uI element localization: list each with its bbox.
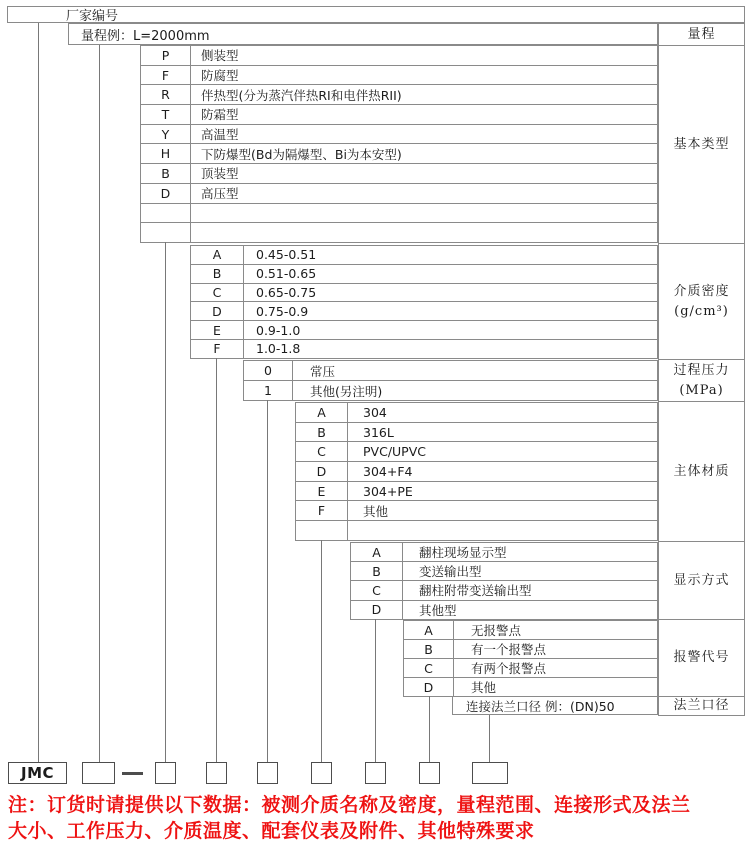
desc-cell: 其他型 — [419, 602, 457, 618]
table-row — [404, 640, 657, 659]
desc-cell: 防霜型 — [201, 107, 239, 123]
desc-cell: 高温型 — [201, 127, 239, 143]
desc-cell: 316L — [363, 424, 394, 440]
desc-cell: 侧装型 — [201, 48, 239, 64]
connector-line — [375, 619, 376, 762]
code-cell: 1 — [244, 381, 293, 400]
code-cell: C — [296, 442, 348, 461]
range-example-label: 量程例：L=2000mm — [81, 28, 210, 44]
code-cell: B — [351, 562, 403, 580]
code-cell: F — [141, 66, 191, 85]
desc-cell: 有两个报警点 — [471, 661, 547, 676]
code-cell: C — [191, 284, 244, 302]
desc-cell — [191, 223, 657, 242]
connector-line — [99, 45, 100, 762]
model-prefix-box: JMC — [8, 762, 67, 784]
table-row — [141, 144, 657, 164]
desc-cell: 下防爆型(Bd为隔爆型、Bi为本安型) — [201, 146, 402, 162]
section-density — [190, 245, 658, 359]
section-alarm — [403, 620, 658, 697]
code-cell: D — [296, 462, 348, 481]
table-row — [404, 678, 657, 697]
table-row — [141, 105, 657, 125]
table-row — [191, 340, 657, 359]
side-label-display: 显示方式 — [659, 542, 744, 620]
code-cell: B — [296, 423, 348, 442]
side-label-density: 介质密度 (g/cm³) — [659, 244, 744, 360]
table-row — [141, 164, 657, 184]
desc-cell: 常压 — [310, 363, 336, 379]
table-row — [141, 204, 657, 224]
code-cell: E — [191, 321, 244, 339]
table-row — [141, 66, 657, 86]
code-cell: 0 — [244, 361, 293, 380]
code-cell: R — [141, 85, 191, 104]
desc-cell: 翻柱现场显示型 — [419, 545, 507, 561]
table-row — [191, 284, 657, 303]
side-label-column — [658, 23, 745, 716]
code-cell: Y — [141, 125, 191, 144]
code-cell — [141, 204, 191, 223]
table-row — [244, 361, 657, 381]
side-label-material: 主体材质 — [659, 402, 744, 542]
code-box-material — [311, 762, 332, 784]
desc-cell: 0.45-0.51 — [256, 247, 317, 263]
side-label-range: 量程 — [659, 24, 744, 46]
code-box-display — [365, 762, 386, 784]
code-cell: D — [404, 678, 454, 696]
table-row — [296, 482, 657, 502]
code-box-pressure — [257, 762, 278, 784]
table-row — [141, 184, 657, 204]
code-cell: A — [351, 543, 403, 561]
desc-cell: 304 — [363, 404, 387, 420]
code-cell: T — [141, 105, 191, 124]
desc-cell: 有一个报警点 — [471, 642, 547, 657]
connector-line — [429, 696, 430, 762]
separator-dash — [122, 772, 143, 775]
code-cell: B — [404, 640, 454, 658]
desc-cell: 0.65-0.75 — [256, 284, 317, 300]
range-example-row — [68, 23, 658, 45]
code-cell: C — [404, 659, 454, 677]
table-row — [191, 265, 657, 284]
table-row — [141, 125, 657, 145]
side-label-flange: 法兰口径 — [659, 697, 744, 716]
section-basic-type — [140, 45, 658, 243]
code-cell: A — [296, 403, 348, 422]
desc-cell: 其他 — [471, 680, 497, 695]
code-cell: D — [351, 601, 403, 619]
table-row — [351, 562, 657, 581]
code-cell: E — [296, 482, 348, 501]
desc-cell: 其他(另注明) — [310, 383, 383, 399]
desc-cell — [191, 204, 657, 223]
table-row — [141, 223, 657, 243]
desc-cell: 无报警点 — [471, 623, 522, 638]
desc-cell: 高压型 — [201, 186, 239, 202]
table-row — [296, 462, 657, 482]
connector-line — [165, 242, 166, 762]
desc-cell: 304+F4 — [363, 463, 413, 479]
table-row — [296, 403, 657, 423]
code-box-flange — [472, 762, 508, 784]
code-cell: A — [404, 621, 454, 639]
code-cell: F — [296, 501, 348, 520]
connector-line — [267, 400, 268, 762]
side-label-pressure: 过程压力 (MPa) — [659, 360, 744, 402]
ordering-note-line2: 大小、工作压力、介质温度、配套仪表及附件、其他特殊要求 — [8, 819, 535, 842]
table-row — [404, 621, 657, 640]
desc-cell: 1.0-1.8 — [256, 341, 301, 357]
side-label-alarm: 报警代号 — [659, 620, 744, 697]
table-row — [351, 601, 657, 620]
table-row — [191, 246, 657, 265]
desc-cell: 变送输出型 — [419, 564, 482, 580]
manufacturer-label: 厂家编号 — [66, 9, 119, 24]
table-row — [244, 381, 657, 401]
table-row — [141, 46, 657, 66]
desc-cell: 伴热型(分为蒸汽伴热RI和电伴热RII) — [201, 87, 402, 103]
code-cell — [296, 521, 348, 540]
table-row — [191, 321, 657, 340]
ordering-note-line1: 注：订货时请提供以下数据：被测介质名称及密度，量程范围、连接形式及法兰 — [8, 794, 691, 816]
connector-line — [489, 715, 490, 762]
table-row — [296, 423, 657, 443]
code-cell: B — [141, 164, 191, 183]
code-cell — [141, 223, 191, 242]
side-label-basic-type: 基本类型 — [659, 46, 744, 244]
manufacturer-row — [7, 6, 745, 23]
flange-row — [452, 696, 658, 715]
desc-cell: 304+PE — [363, 483, 413, 499]
code-box-range — [82, 762, 115, 784]
table-row — [404, 659, 657, 678]
table-row — [296, 521, 657, 541]
desc-cell: 翻柱附带变送输出型 — [419, 583, 532, 599]
desc-cell: 0.9-1.0 — [256, 322, 301, 338]
desc-cell: 0.51-0.65 — [256, 266, 317, 282]
code-box-basic-type — [155, 762, 176, 784]
code-cell: B — [191, 265, 244, 283]
code-cell: P — [141, 46, 191, 65]
section-material — [295, 402, 658, 541]
section-pressure — [243, 360, 658, 401]
code-box-density — [206, 762, 227, 784]
desc-cell: 防腐型 — [201, 68, 239, 84]
table-row — [296, 501, 657, 521]
table-row — [351, 543, 657, 562]
code-cell: D — [141, 184, 191, 203]
code-cell: D — [191, 302, 244, 320]
flange-row-text: 连接法兰口径 例：(DN)50 — [466, 698, 615, 714]
desc-cell: 其他 — [363, 503, 389, 519]
ordering-note — [8, 793, 748, 844]
desc-cell: PVC/UPVC — [363, 444, 426, 460]
desc-cell: 顶装型 — [201, 166, 239, 182]
table-row — [191, 302, 657, 321]
code-box-alarm — [419, 762, 440, 784]
table-row — [141, 85, 657, 105]
code-cell: H — [141, 144, 191, 163]
desc-cell — [348, 521, 657, 540]
code-cell: C — [351, 581, 403, 599]
table-row — [351, 581, 657, 600]
connector-line — [38, 23, 39, 762]
connector-line — [321, 540, 322, 762]
code-cell: F — [191, 340, 244, 358]
desc-cell: 0.75-0.9 — [256, 303, 309, 319]
code-cell: A — [191, 246, 244, 264]
table-row — [296, 442, 657, 462]
section-display — [350, 542, 658, 620]
connector-line — [216, 358, 217, 762]
